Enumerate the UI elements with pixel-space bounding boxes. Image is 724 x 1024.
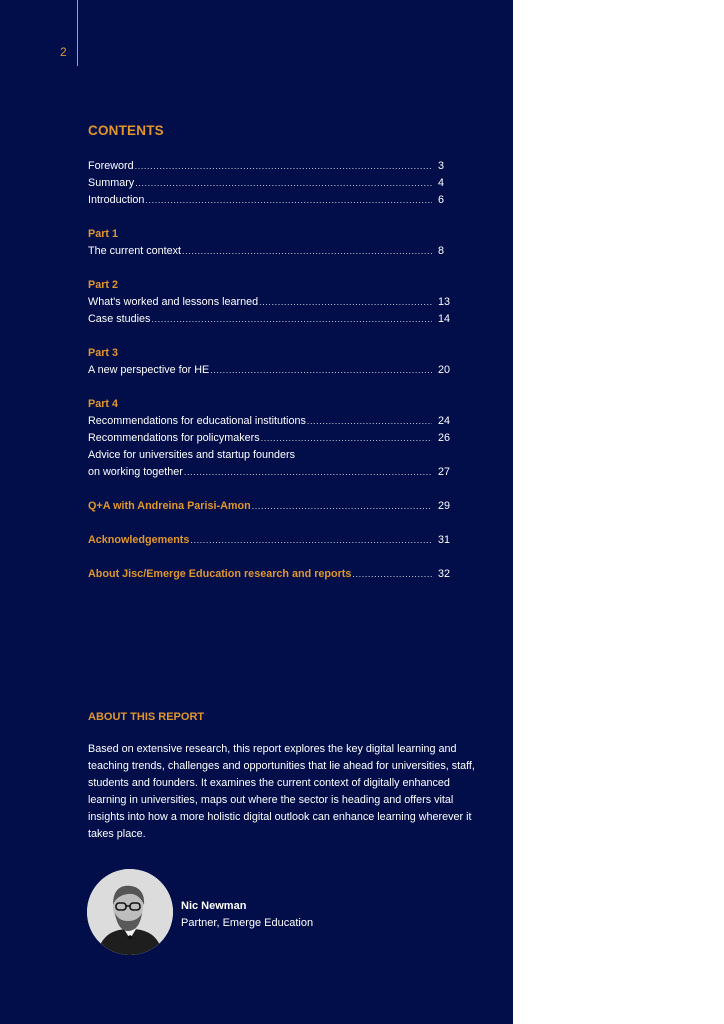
toc-entry-current-context[interactable]	[88, 243, 453, 260]
author-photo-icon	[87, 869, 173, 955]
toc-entry-lessons-learned[interactable]	[88, 294, 453, 311]
toc-entry-advice-line1[interactable]: Advice for universities and startup founders	[88, 449, 296, 461]
toc-leader	[145, 192, 432, 209]
about-body: Based on extensive research, this report explores the key digital learning and teaching trends, challenges and opportunities that lie ahead for universities, staff, students and founders. It examines the current context of digitally enhanced learning in universities, maps out where the sector is heading and offers vital insights into how a more holistic digital outlook can enhance learning wherever it takes place.	[88, 743, 475, 840]
toc-entry-title: A new perspective for HE	[88, 364, 210, 376]
header-divider	[77, 0, 78, 66]
toc-entry-title: Case studies	[88, 313, 151, 325]
toc-leader	[307, 413, 432, 430]
toc-entry-title: on working together	[88, 466, 183, 478]
toc-entry-page: 31	[438, 534, 451, 546]
toc-entry-page: 8	[438, 245, 445, 257]
toc-entry-page: 26	[438, 432, 451, 444]
toc-entry-page: 29	[438, 500, 451, 512]
author-role: Partner, Emerge Education	[181, 917, 314, 929]
toc-entry-title: Q+A with Andreina Parisi-Amon	[88, 500, 251, 512]
toc-entry-title: Recommendations for policymakers	[88, 432, 260, 444]
table-of-contents	[88, 158, 453, 583]
toc-entry-foreword[interactable]	[88, 158, 453, 175]
toc-part-1-heading: Part 1	[88, 228, 119, 240]
toc-entry-title: Foreword	[88, 160, 134, 172]
toc-entry-title: What's worked and lessons learned	[88, 296, 259, 308]
toc-entry-page: 6	[438, 194, 445, 206]
toc-part-4-heading: Part 4	[88, 398, 119, 410]
about-heading: ABOUT THIS REPORT	[88, 711, 205, 723]
toc-entry-about-reports[interactable]	[88, 566, 453, 583]
toc-entry-page: 3	[438, 160, 445, 172]
toc-entry-title: Introduction	[88, 194, 145, 206]
toc-entry-introduction[interactable]	[88, 192, 453, 209]
toc-leader	[261, 430, 432, 447]
toc-entry-title: Recommendations for educational institutions	[88, 415, 306, 427]
toc-entry-case-studies[interactable]	[88, 311, 453, 328]
toc-leader	[210, 362, 432, 379]
toc-leader	[135, 175, 432, 192]
toc-entry-recs-institutions[interactable]	[88, 413, 453, 430]
toc-leader	[182, 243, 432, 260]
toc-entry-title: Acknowledgements	[88, 534, 190, 546]
toc-leader	[252, 498, 432, 515]
toc-entry-page: 13	[438, 296, 451, 308]
toc-entry-page: 4	[438, 177, 445, 189]
toc-leader	[151, 311, 432, 328]
toc-entry-page: 32	[438, 568, 451, 580]
author-avatar	[87, 869, 173, 955]
page-number: 2	[60, 45, 67, 59]
contents-title: CONTENTS	[88, 123, 164, 138]
toc-leader	[135, 158, 432, 175]
toc-leader	[190, 532, 432, 549]
toc-entry-qa[interactable]	[88, 498, 453, 515]
toc-entry-title: Summary	[88, 177, 135, 189]
toc-entry-page: 20	[438, 364, 451, 376]
toc-part-2-heading: Part 2	[88, 279, 119, 291]
toc-entry-recs-policymakers[interactable]	[88, 430, 453, 447]
toc-entry-page: 24	[438, 415, 451, 427]
toc-entry-page: 14	[438, 313, 451, 325]
toc-entry-title: The current context	[88, 245, 182, 257]
toc-entry-advice-line2[interactable]	[88, 464, 453, 481]
toc-leader	[352, 566, 432, 583]
toc-entry-title: About Jisc/Emerge Education research and reports	[88, 568, 352, 580]
toc-entry-new-perspective[interactable]	[88, 362, 453, 379]
toc-entry-page: 27	[438, 466, 451, 478]
toc-leader	[184, 464, 432, 481]
toc-part-3-heading: Part 3	[88, 347, 119, 359]
toc-leader	[259, 294, 432, 311]
toc-entry-summary[interactable]	[88, 175, 453, 192]
toc-entry-acknowledgements[interactable]	[88, 532, 453, 549]
author-name: Nic Newman	[181, 900, 247, 912]
